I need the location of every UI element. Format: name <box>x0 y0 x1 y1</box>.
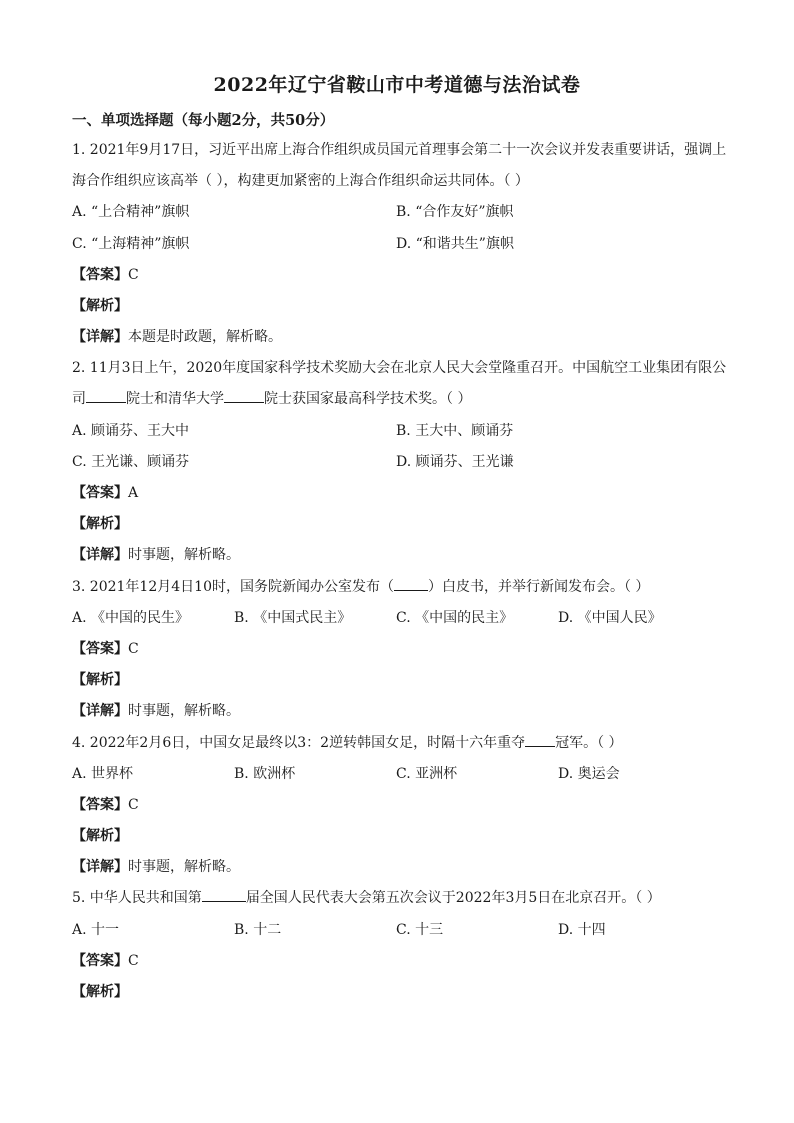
question-1-line-1: 1. 2021年9月17日，习近平出席上海合作组织成员国元首理事会第二十一次会议并发表重要讲话，强调上 <box>72 142 727 158</box>
q4-detail <box>72 858 240 876</box>
detail-text: 时事题，解析略。 <box>128 703 240 719</box>
q4-option-b: B. 欧洲杯 <box>234 766 296 782</box>
detail-text: 时事题，解析略。 <box>128 859 240 875</box>
analysis-label: 【解析】 <box>72 298 128 314</box>
answer-value: C <box>128 267 139 283</box>
q4-option-c: C. 亚洲杯 <box>396 766 458 782</box>
q1-analysis <box>72 297 128 315</box>
q4-text-b: 冠军。（ ） <box>555 735 623 751</box>
q2-text-c: 院士获国家最高科学技术奖。（ ） <box>264 391 472 407</box>
question-5-line-1 <box>72 889 661 907</box>
section-heading: 一、单项选择题（每小题2分，共50分） <box>72 112 335 129</box>
q4-option-d: D. 奥运会 <box>558 766 620 782</box>
answer-value: A <box>128 485 139 501</box>
q3-option-c: C. 《中国的民主》 <box>396 610 514 626</box>
question-1-line-2: 海合作组织应该高举（ ），构建更加紧密的上海合作组织命运共同体。（ ） <box>72 173 529 189</box>
q2-text-b: 院士和清华大学 <box>126 391 224 407</box>
question-3-line-1 <box>72 578 649 596</box>
q2-option-b: B. 王大中、顾诵芬 <box>396 423 514 439</box>
q3-option-b: B. 《中国式民主》 <box>234 610 352 626</box>
q5-answer <box>72 952 139 970</box>
question-2-line-2 <box>72 390 471 408</box>
answer-label: 【答案】 <box>72 267 128 283</box>
q1-detail <box>72 328 282 346</box>
analysis-label: 【解析】 <box>72 672 128 688</box>
detail-label: 【详解】 <box>72 859 128 875</box>
q5-option-d: D. 十四 <box>558 922 606 938</box>
detail-label: 【详解】 <box>72 703 128 719</box>
answer-blank <box>86 390 126 403</box>
q5-option-b: B. 十二 <box>234 922 282 938</box>
answer-blank <box>224 390 264 403</box>
detail-label: 【详解】 <box>72 547 128 563</box>
answer-value: C <box>128 797 139 813</box>
q2-analysis <box>72 515 128 533</box>
q5-option-c: C. 十三 <box>396 922 444 938</box>
answer-label: 【答案】 <box>72 953 128 969</box>
answer-label: 【答案】 <box>72 641 128 657</box>
answer-label: 【答案】 <box>72 485 128 501</box>
q5-option-a: A. 十一 <box>72 922 120 938</box>
q1-option-b: B. “合作友好”旗帜 <box>396 204 514 220</box>
answer-blank <box>525 734 555 747</box>
q3-analysis <box>72 671 128 689</box>
q3-detail <box>72 702 240 720</box>
question-4-line-1 <box>72 734 623 752</box>
answer-value: C <box>128 641 139 657</box>
q3-text-b: ）白皮书，并举行新闻发布会。（ ） <box>427 579 650 595</box>
analysis-label: 【解析】 <box>72 828 128 844</box>
detail-label: 【详解】 <box>72 329 128 345</box>
analysis-label: 【解析】 <box>72 984 128 1000</box>
q4-analysis <box>72 827 128 845</box>
q2-option-d: D. 顾诵芬、王光谦 <box>396 454 514 470</box>
q1-answer <box>72 266 139 284</box>
q2-answer <box>72 484 138 502</box>
q5-analysis <box>72 983 128 1001</box>
q4-text-a: 4. 2022年2月6日，中国女足最终以3：2逆转韩国女足，时隔十六年重夺 <box>72 735 526 751</box>
detail-text: 本题是时政题，解析略。 <box>128 329 282 345</box>
q2-detail <box>72 546 240 564</box>
q3-option-a: A. 《中国的民生》 <box>72 610 190 626</box>
detail-text: 时事题，解析略。 <box>128 547 240 563</box>
q1-option-c: C. “上海精神”旗帜 <box>72 236 190 252</box>
answer-blank <box>202 889 246 902</box>
q4-answer <box>72 796 139 814</box>
q3-answer <box>72 640 139 658</box>
answer-value: C <box>128 953 139 969</box>
q1-option-d: D. “和谐共生”旗帜 <box>396 236 514 252</box>
page-title: 2022年辽宁省鞍山市中考道德与法治试卷 <box>213 74 581 96</box>
analysis-label: 【解析】 <box>72 516 128 532</box>
q3-option-d: D. 《中国人民》 <box>558 610 662 626</box>
answer-blank <box>394 578 428 591</box>
q2-option-a: A. 顾诵芬、王大中 <box>72 423 190 439</box>
q2-text-a: 司 <box>72 391 86 407</box>
q4-option-a: A. 世界杯 <box>72 766 134 782</box>
q1-option-a: A. “上合精神”旗帜 <box>72 204 190 220</box>
question-2-line-1: 2. 11月3日上午，2020年度国家科学技术奖励大会在北京人民大会堂隆重召开。中国航空工业集团有限公 <box>72 360 727 376</box>
q3-text-a: 3. 2021年12月4日10时，国务院新闻办公室发布（ <box>72 579 394 595</box>
q2-option-c: C. 王光谦、顾诵芬 <box>72 454 190 470</box>
q5-text-b: 届全国人民代表大会第五次会议于2022年3月5日在北京召开。（ ） <box>245 890 661 906</box>
answer-label: 【答案】 <box>72 797 128 813</box>
q5-text-a: 5. 中华人民共和国第 <box>72 890 202 906</box>
